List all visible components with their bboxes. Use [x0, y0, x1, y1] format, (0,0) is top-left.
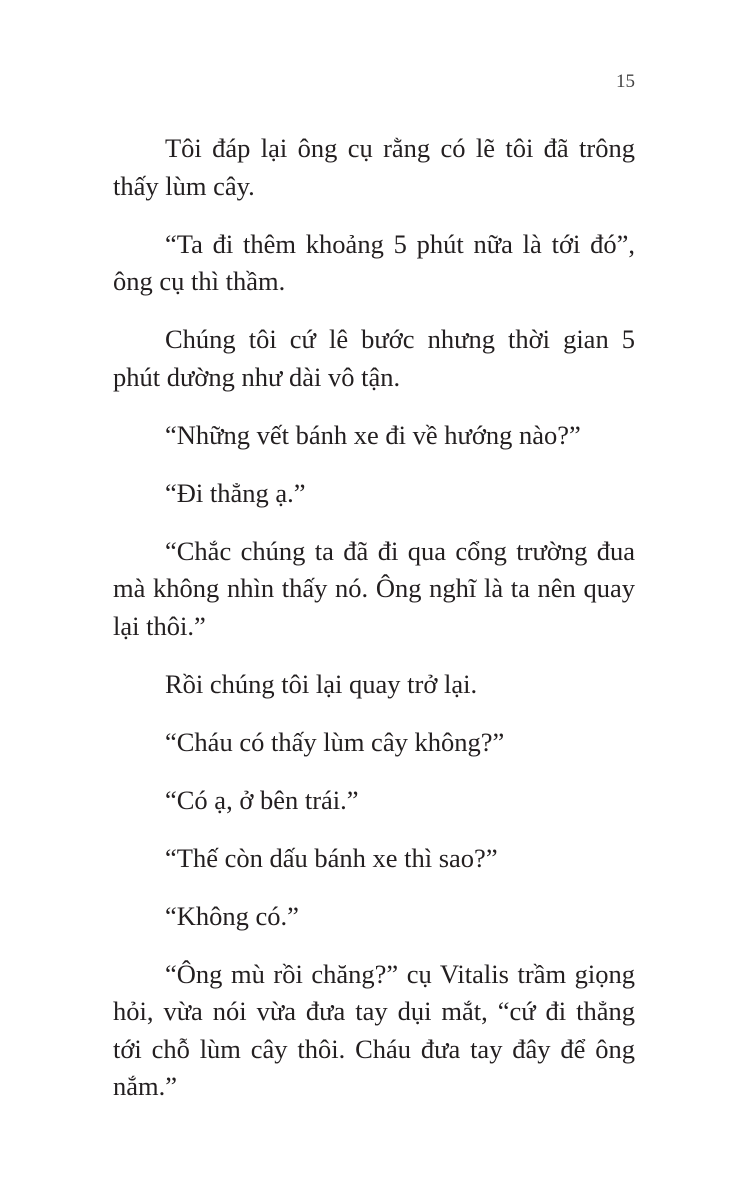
page-body-text	[113, 130, 635, 1126]
paragraph: “Chắc chúng ta đã đi qua cổng trường đua mà không nhìn thấy nó. Ông nghĩ là ta nên quay lại thôi.”	[113, 535, 635, 641]
paragraph: “Đi thẳng ạ.”	[165, 477, 306, 508]
paragraph: “Ông mù rồi chăng?” cụ Vitalis trầm giọng hỏi, vừa nói vừa đưa tay dụi mắt, “cứ đi thẳng tới chỗ lùm cây thôi. Cháu đưa tay đây để ông nắm.”	[113, 958, 635, 1101]
paragraph: “Ta đi thêm khoảng 5 phút nữa là tới đó”, ông cụ thì thầm.	[113, 228, 635, 296]
paragraph: Chúng tôi cứ lê bước nhưng thời gian 5 phút dường như dài vô tận.	[113, 324, 635, 392]
paragraph: Rồi chúng tôi lại quay trở lại.	[165, 668, 478, 699]
paragraph: “Cháu có thấy lùm cây không?”	[165, 726, 505, 757]
paragraph: Tôi đáp lại ông cụ rằng có lẽ tôi đã trông thấy lùm cây.	[113, 133, 635, 201]
paragraph: “Không có.”	[165, 900, 299, 931]
paragraph: “Có ạ, ở bên trái.”	[165, 784, 359, 815]
paragraph: “Thế còn dấu bánh xe thì sao?”	[165, 842, 498, 873]
paragraph: “Những vết bánh xe đi về hướng nào?”	[165, 419, 581, 450]
page-number: 15	[616, 71, 635, 92]
